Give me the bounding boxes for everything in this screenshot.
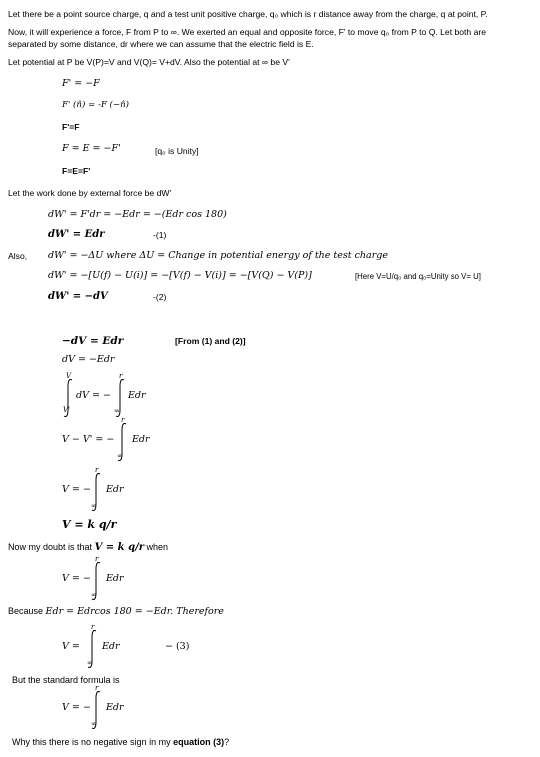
force-eq-1: F' = −F (62, 78, 100, 89)
doubt-text-2: when (146, 542, 169, 552)
integral-upper-limit: r (119, 372, 123, 380)
doubt-integral-3-lhs: V = − (62, 702, 91, 713)
deriv-eq-1-note: [From (1) and (2)] (175, 336, 246, 346)
integral-upper-limit: r (95, 466, 99, 474)
integral-upper-limit: r (121, 416, 125, 424)
intro-line-1: Let there be a point source charge, q and a test unit positive charge, q₀ which is r distance away from the charge, q at point, P. (8, 9, 488, 19)
work-eq-4: dW' = −[U(f) − U(i)] = −[V(f) − V(i)] = −[V(Q) − V(P)] (48, 270, 312, 281)
deriv-eq-5-lhs: V = − (62, 484, 91, 495)
doubt-text (8, 542, 168, 554)
question-line (12, 737, 229, 748)
force-eq-2: F' (n̂) = -F (−n̂) (62, 100, 130, 110)
question-mark: ? (224, 737, 230, 747)
standard-formula-text: But the standard formula is (12, 675, 120, 685)
doubt-integral-3-rhs: Edr (106, 702, 124, 713)
deriv-eq-1: −dV = Edr (62, 335, 124, 347)
integral-lower-limit: ∞ (114, 407, 120, 415)
integral-lower-limit: ∞ (117, 452, 123, 460)
work-eq-2-tag: -(1) (153, 230, 167, 240)
question-text-1: Why this there is no negative sign in my (12, 737, 174, 747)
work-eq-3: dW' = −ΔU where ΔU = Change in potential energy of the test charge (48, 250, 388, 261)
integral-upper-limit: r (95, 684, 99, 692)
work-intro: Let the work done by external force be dW' (8, 188, 172, 198)
because-expression: Edr = Edrcos 180 = −Edr. Therefore (45, 606, 224, 617)
integral-lower-limit: ∞ (91, 720, 97, 728)
work-eq-2: dW' = Edr (48, 229, 105, 240)
force-eq-4: F = E = −F' (62, 143, 121, 154)
work-also: Also, (8, 251, 28, 261)
deriv-eq-3-rhs: Edr (128, 390, 146, 401)
equation-3-tag: − (3) (165, 641, 190, 652)
doubt-integral-1-lhs: V = − (62, 573, 91, 584)
deriv-eq-2: dV = −Edr (62, 354, 115, 365)
deriv-eq-4-lhs: V − V' = − (62, 434, 115, 445)
intro-line-2: Now, it will experience a force, F from P to ∞. We exerted an equal and opposite force, F' to move q₀ from P to Q. Let both are (8, 27, 487, 37)
force-eq-4-note: [q₀ is Unity] (155, 146, 199, 156)
deriv-eq-6: V = k q/r (62, 518, 117, 531)
integral-lower-limit: V' (63, 406, 70, 414)
doubt-integral-2-lhs: V = (62, 641, 80, 652)
force-eq-5: F=E=F' (62, 166, 91, 176)
work-eq-5: dW' = −dV (48, 291, 108, 302)
integral-upper-limit: r (95, 555, 99, 563)
work-eq-1: dW' = F'dr = −Edr = −(Edr cos 180) (48, 209, 227, 220)
deriv-eq-3-lhs: dV = − (76, 390, 111, 401)
integral-upper-limit: V (66, 372, 72, 380)
integral-lower-limit: ∞ (87, 659, 93, 667)
doubt-expression: V = k q/r (94, 542, 144, 553)
force-eq-3: F'=F (62, 122, 80, 132)
doubt-text-1: Now my doubt is that (8, 542, 93, 552)
intro-line-3: separated by some distance, dr where we can assume that the electric field is E. (8, 39, 314, 49)
because-word: Because (8, 606, 44, 616)
integral-lower-limit: ∞ (91, 591, 97, 599)
work-eq-5-tag: -(2) (153, 292, 167, 302)
integral-lower-limit: ∞ (91, 502, 97, 510)
question-equation-ref: equation (3) (173, 737, 225, 747)
deriv-eq-4-rhs: Edr (132, 434, 150, 445)
doubt-integral-1-rhs: Edr (106, 573, 124, 584)
work-eq-4-note: [Here V=U/q₀ and q₀=Unity so V= U] (355, 272, 481, 281)
intro-line-4: Let potential at P be V(P)=V and V(Q)= V+dV. Also the potential at ∞ be V' (8, 57, 290, 67)
because-line (8, 606, 224, 617)
integral-upper-limit: r (91, 623, 95, 631)
deriv-eq-5-rhs: Edr (106, 484, 124, 495)
doubt-integral-2-rhs: Edr (102, 641, 120, 652)
